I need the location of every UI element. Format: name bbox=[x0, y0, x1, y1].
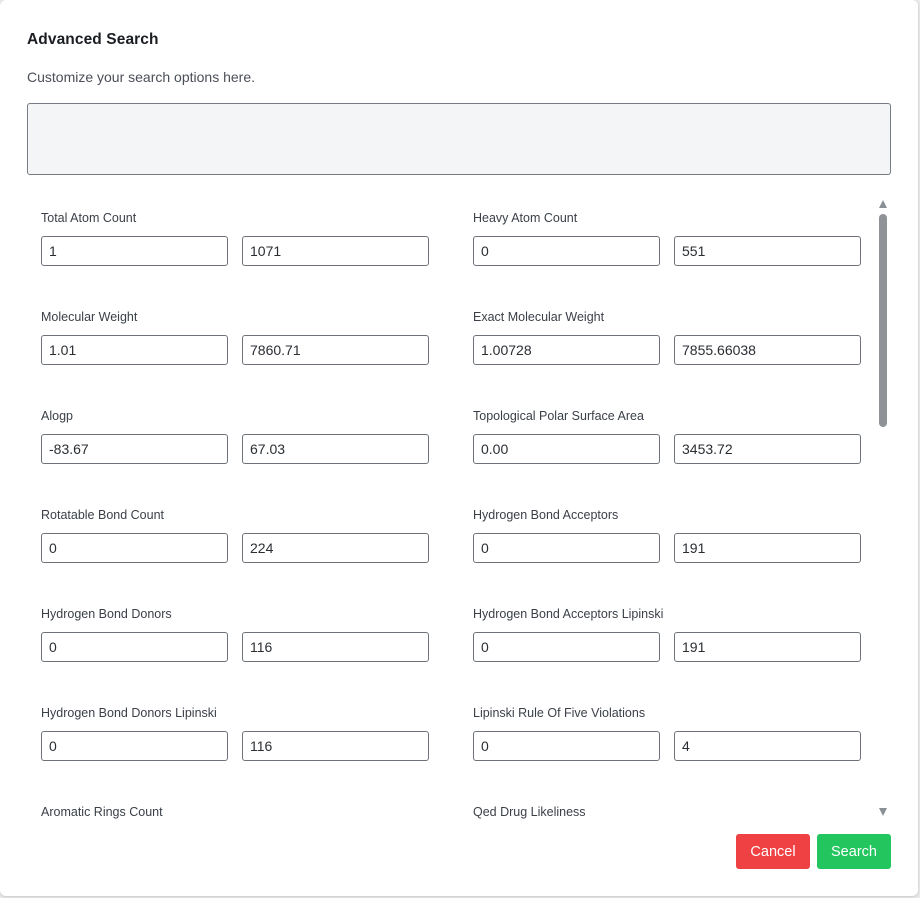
max-value-input[interactable] bbox=[674, 236, 861, 266]
range-field-aromatic-rings-count bbox=[27, 791, 427, 821]
range-field-hydrogen-bond-acceptors bbox=[459, 494, 859, 574]
max-value-input[interactable] bbox=[242, 236, 429, 266]
max-value-input[interactable] bbox=[674, 632, 861, 662]
min-value-input[interactable] bbox=[473, 731, 660, 761]
field-label: Heavy Atom Count bbox=[473, 211, 578, 225]
max-value-input[interactable] bbox=[674, 731, 861, 761]
min-value-input[interactable] bbox=[41, 533, 228, 563]
field-label: Aromatic Rings Count bbox=[41, 805, 163, 819]
range-field-alogp bbox=[27, 395, 427, 475]
field-label: Hydrogen Bond Acceptors bbox=[473, 508, 619, 522]
min-value-input[interactable] bbox=[473, 335, 660, 365]
field-label: Hydrogen Bond Acceptors Lipinski bbox=[473, 607, 664, 621]
min-value-input[interactable] bbox=[473, 632, 660, 662]
min-value-input[interactable] bbox=[41, 731, 228, 761]
max-value-input[interactable] bbox=[242, 335, 429, 365]
field-label: Molecular Weight bbox=[41, 310, 138, 324]
max-value-input[interactable] bbox=[242, 632, 429, 662]
min-value-input[interactable] bbox=[473, 434, 660, 464]
range-field-hydrogen-bond-donors-lipinski bbox=[27, 692, 427, 772]
range-field-qed-drug-likeliness bbox=[459, 791, 859, 821]
max-value-input[interactable] bbox=[242, 731, 429, 761]
range-field-rotatable-bond-count bbox=[27, 494, 427, 574]
field-label: Total Atom Count bbox=[41, 211, 137, 225]
field-label: Alogp bbox=[41, 409, 73, 423]
scroll-up-arrow-icon[interactable] bbox=[879, 200, 887, 208]
search-button[interactable]: Search bbox=[817, 834, 891, 869]
min-value-input[interactable] bbox=[473, 533, 660, 563]
max-value-input[interactable] bbox=[674, 533, 861, 563]
max-value-input[interactable] bbox=[242, 533, 429, 563]
scrollbar-thumb[interactable] bbox=[879, 214, 887, 427]
fields-scroll-area[interactable] bbox=[27, 197, 893, 821]
field-label: Qed Drug Likeliness bbox=[473, 805, 586, 819]
min-value-input[interactable] bbox=[473, 236, 660, 266]
scroll-down-arrow-icon[interactable] bbox=[879, 808, 887, 816]
max-value-input[interactable] bbox=[674, 335, 861, 365]
range-field-hydrogen-bond-acceptors-lipinski bbox=[459, 593, 859, 673]
range-field-heavy-atom-count bbox=[459, 197, 859, 277]
range-field-lipinski-rule-of-five-violations bbox=[459, 692, 859, 772]
query-textarea[interactable] bbox=[27, 103, 891, 175]
range-field-molecular-weight bbox=[27, 296, 427, 376]
field-label: Hydrogen Bond Donors Lipinski bbox=[41, 706, 217, 720]
range-field-total-atom-count bbox=[27, 197, 427, 277]
cancel-button[interactable]: Cancel bbox=[736, 834, 810, 869]
min-value-input[interactable] bbox=[41, 335, 228, 365]
field-label: Lipinski Rule Of Five Violations bbox=[473, 706, 646, 720]
dialog-title: Advanced Search bbox=[27, 31, 159, 48]
range-field-exact-molecular-weight bbox=[459, 296, 859, 376]
range-field-hydrogen-bond-donors bbox=[27, 593, 427, 673]
field-label: Rotatable Bond Count bbox=[41, 508, 165, 522]
vertical-scrollbar[interactable] bbox=[877, 200, 889, 818]
min-value-input[interactable] bbox=[41, 632, 228, 662]
min-value-input[interactable] bbox=[41, 434, 228, 464]
field-label: Topological Polar Surface Area bbox=[473, 409, 644, 423]
max-value-input[interactable] bbox=[242, 434, 429, 464]
field-label: Exact Molecular Weight bbox=[473, 310, 605, 324]
field-label: Hydrogen Bond Donors bbox=[41, 607, 172, 621]
dialog-subtitle: Customize your search options here. bbox=[27, 69, 255, 85]
range-field-topological-polar-surface-area bbox=[459, 395, 859, 475]
max-value-input[interactable] bbox=[674, 434, 861, 464]
min-value-input[interactable] bbox=[41, 236, 228, 266]
